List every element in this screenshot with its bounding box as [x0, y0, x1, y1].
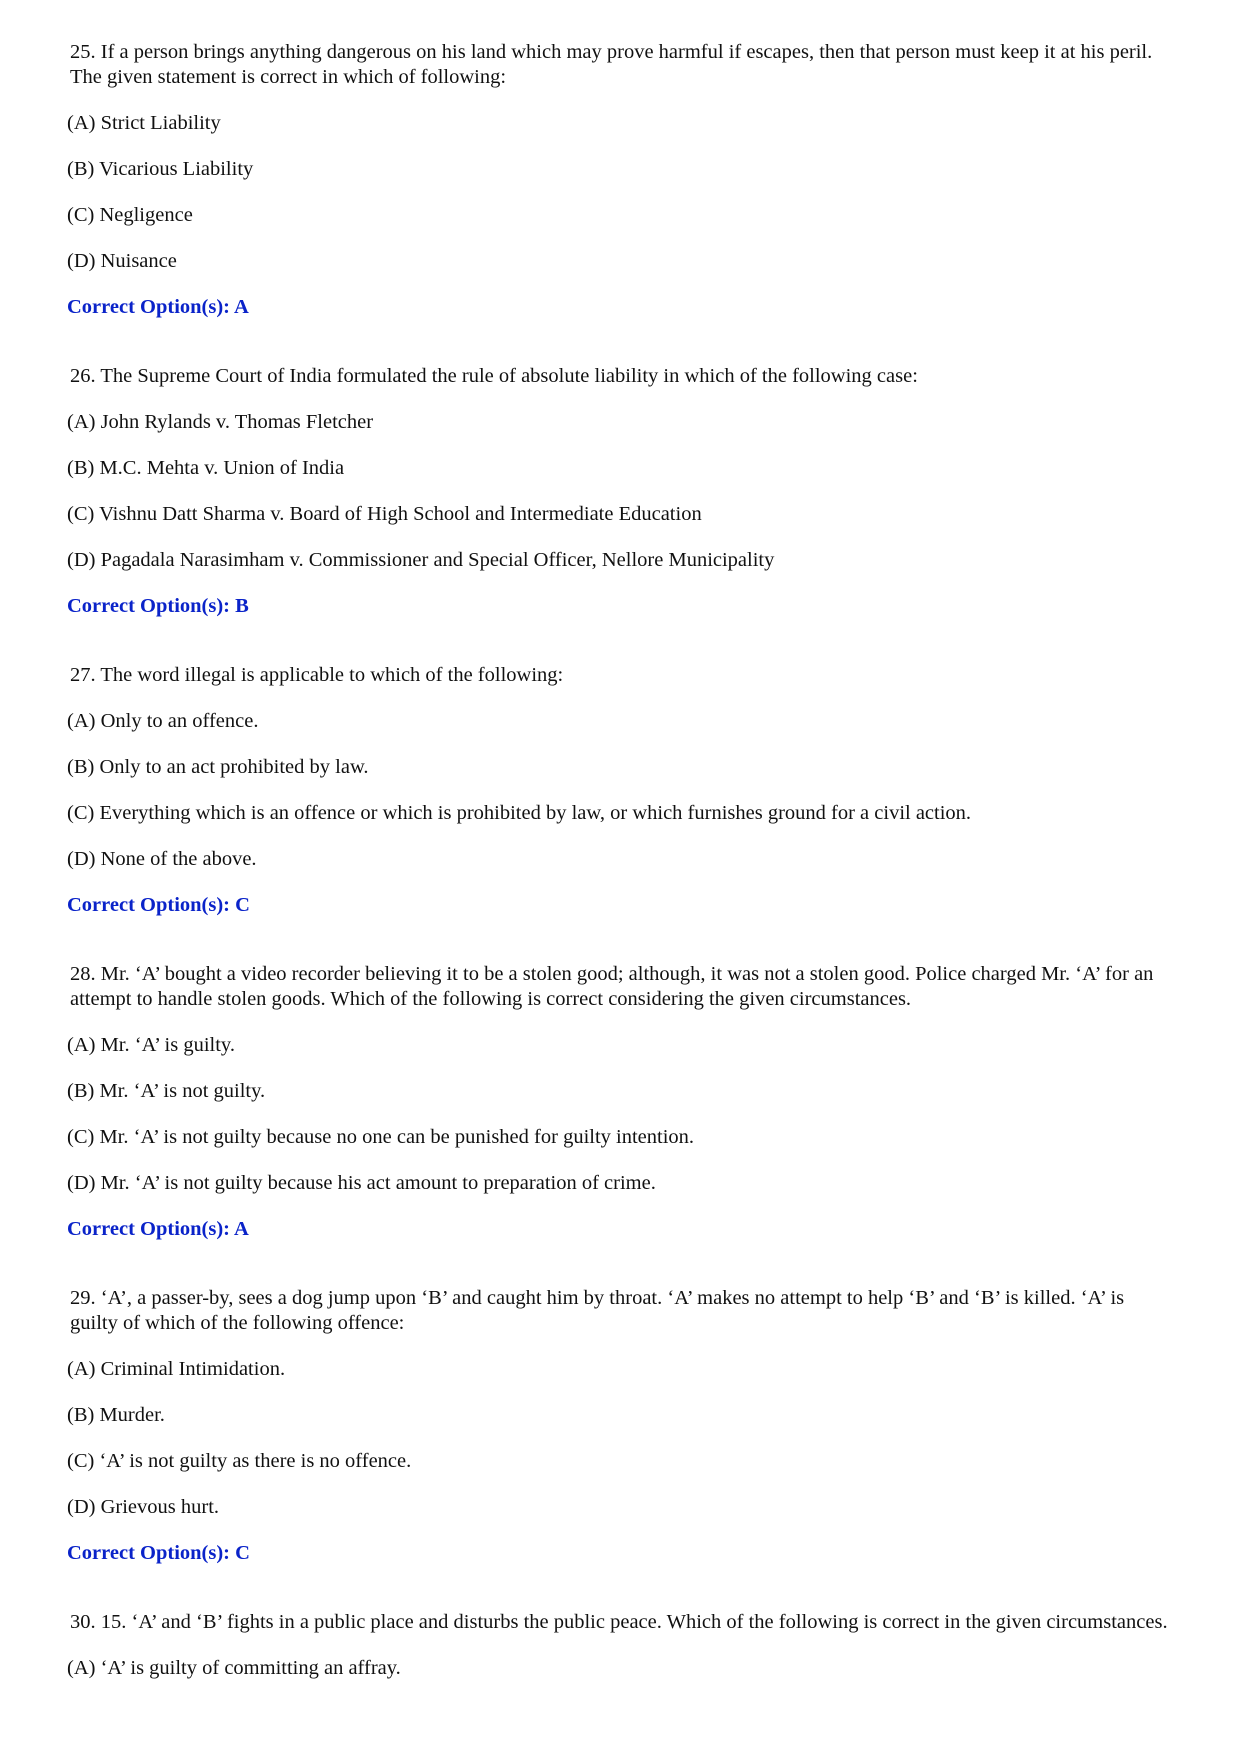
correct-answer-letter: C [235, 1542, 250, 1564]
option-a: (A) Only to an offence. [67, 710, 259, 732]
correct-answer [67, 295, 1177, 320]
option-c: (C) Mr. ‘A’ is not guilty because no one can be punished for guilty intention. [67, 1126, 695, 1148]
question-stem: 29. ‘A’, a passer-by, sees a dog jump upon ‘B’ and caught him by throat. ‘A’ makes no attempt to help ‘B’ and ‘B’ is killed. ‘A’ is guilty of which of the following offence: [70, 1287, 1125, 1334]
question-stem: 28. Mr. ‘A’ bought a video recorder believing it to be a stolen good; although, it was not a stolen good. Police charged Mr. ‘A’ for an attempt to handle stolen goods. Which of the following is correct considering the given circumstances. [70, 963, 1154, 1010]
option-d: (D) None of the above. [67, 848, 257, 870]
question-27 [67, 663, 1177, 918]
correct-answer-letter: A [234, 1218, 249, 1240]
option-b: (B) Only to an act prohibited by law. [67, 756, 369, 778]
option-a: (A) Strict Liability [67, 112, 221, 134]
option-d: (D) Grievous hurt. [67, 1496, 220, 1518]
correct-answer [67, 1217, 1177, 1242]
option-c: (C) Vishnu Datt Sharma v. Board of High School and Intermediate Education [67, 503, 702, 525]
question-stem: 25. If a person brings anything dangerous on his land which may prove harmful if escapes, then that person must keep it at his peril. The given statement is correct in which of following: [70, 41, 1153, 88]
correct-answer [67, 1541, 1177, 1566]
correct-answer-label: Correct Option(s): [67, 1218, 235, 1240]
option-b: (B) Mr. ‘A’ is not guilty. [67, 1080, 266, 1102]
option-b: (B) Vicarious Liability [67, 158, 254, 180]
question-stem: 27. The word illegal is applicable to which of the following: [70, 664, 564, 686]
question-29 [67, 1286, 1177, 1566]
question-25 [67, 40, 1177, 320]
option-d: (D) Mr. ‘A’ is not guilty because his act amount to preparation of crime. [67, 1172, 656, 1194]
question-26 [67, 364, 1177, 619]
correct-answer-label: Correct Option(s): [67, 595, 236, 617]
option-c: (C) Everything which is an offence or which is prohibited by law, or which furnishes ground for a civil action. [67, 802, 972, 824]
option-a: (A) John Rylands v. Thomas Fletcher [67, 411, 374, 433]
option-d: (D) Nuisance [67, 250, 177, 272]
option-c: (C) Negligence [67, 204, 193, 226]
correct-answer [67, 594, 1177, 619]
correct-answer-letter: C [235, 894, 250, 916]
question-stem: 30. 15. ‘A’ and ‘B’ fights in a public place and disturbs the public peace. Which of the following is correct in the given circumstances. [70, 1611, 1168, 1633]
option-a: (A) ‘A’ is guilty of committing an affray. [67, 1657, 401, 1679]
question-page [67, 40, 1177, 1702]
question-30 [67, 1610, 1177, 1681]
correct-answer-label: Correct Option(s): [67, 1542, 236, 1564]
question-stem: 26. The Supreme Court of India formulated the rule of absolute liability in which of the following case: [70, 365, 918, 387]
correct-answer-label: Correct Option(s): [67, 296, 235, 318]
option-a: (A) Mr. ‘A’ is guilty. [67, 1034, 235, 1056]
option-c: (C) ‘A’ is not guilty as there is no offence. [67, 1450, 412, 1472]
option-d: (D) Pagadala Narasimham v. Commissioner and Special Officer, Nellore Municipality [67, 549, 775, 571]
correct-answer-label: Correct Option(s): [67, 894, 236, 916]
option-b: (B) Murder. [67, 1404, 165, 1426]
correct-answer-letter: A [234, 296, 249, 318]
option-b: (B) M.C. Mehta v. Union of India [67, 457, 345, 479]
question-28 [67, 962, 1177, 1242]
correct-answer [67, 893, 1177, 918]
option-a: (A) Criminal Intimidation. [67, 1358, 286, 1380]
correct-answer-letter: B [235, 595, 249, 617]
